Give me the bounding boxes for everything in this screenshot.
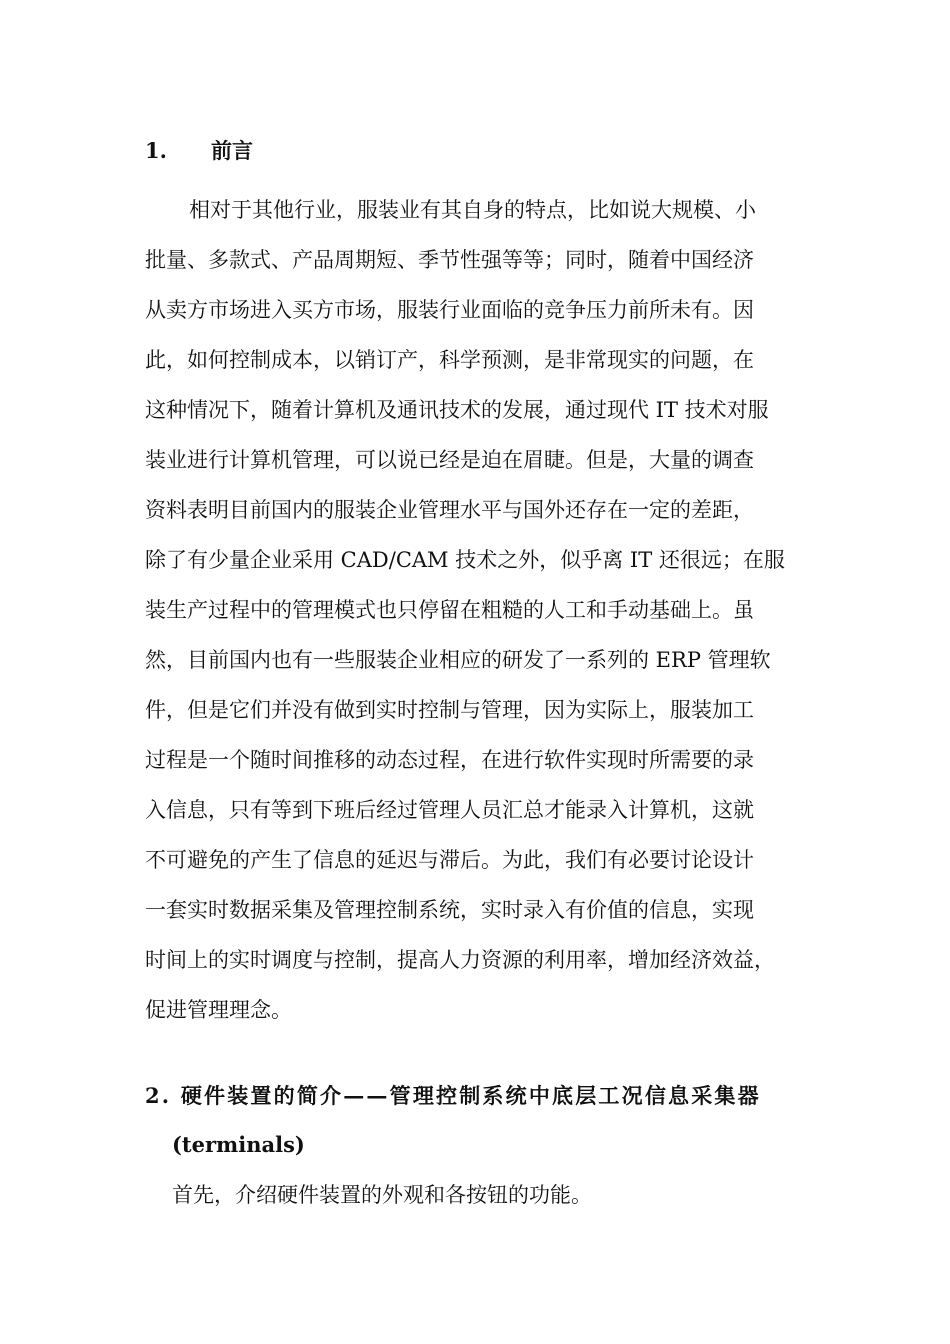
paragraph-line: 装业进行计算机管理，可以说已经是迫在眉睫。但是，大量的调查 xyxy=(145,448,754,472)
section-1-title: 前言 xyxy=(211,138,253,163)
paragraph-line: 入信息，只有等到下班后经过管理人员汇总才能录入计算机，这就 xyxy=(145,798,754,822)
section-1-paragraph xyxy=(145,185,815,1035)
paragraph-line: 此，如何控制成本，以销订产，科学预测，是非常现实的问题，在 xyxy=(145,348,754,372)
paragraph-line: 不可避免的产生了信息的延迟与滞后。为此，我们有必要讨论设计 xyxy=(145,848,754,872)
paragraph-line: 然，目前国内也有一些服装企业相应的研发了一系列的 ERP 管理软 xyxy=(145,648,771,672)
section-2-heading-continuation: (terminals) xyxy=(172,1132,305,1157)
paragraph-line: 批量、多款式、产品周期短、季节性强等等；同时，随着中国经济 xyxy=(145,248,754,272)
paragraph-line: 时间上的实时调度与控制，提高人力资源的利用率，增加经济效益， xyxy=(145,948,775,972)
section-2-intro: 首先，介绍硬件装置的外观和各按钮的功能。 xyxy=(172,1183,592,1207)
section-1-heading xyxy=(145,136,253,166)
paragraph-line: 件，但是它们并没有做到实时控制与管理，因为实际上，服装加工 xyxy=(145,698,754,722)
paragraph-line: 一套实时数据采集及管理控制系统，实时录入有价值的信息，实现 xyxy=(145,898,754,922)
section-1-number: 1. xyxy=(145,138,167,163)
paragraph-line: 装生产过程中的管理模式也只停留在粗糙的人工和手动基础上。虽 xyxy=(145,598,754,622)
paragraph-line: 除了有少量企业采用 CAD/CAM 技术之外，似乎离 IT 还很远；在服 xyxy=(145,548,785,572)
section-2-heading: 2. 硬件装置的简介——管理控制系统中底层工况信息采集器 xyxy=(145,1083,761,1108)
paragraph-line: 相对于其他行业，服装业有其自身的特点，比如说大规模、小 xyxy=(189,198,756,222)
paragraph-line: 从卖方市场进入买方市场，服装行业面临的竞争压力前所未有。因 xyxy=(145,298,754,322)
paragraph-line: 促进管理理念。 xyxy=(145,998,292,1022)
paragraph-line: 过程是一个随时间推移的动态过程，在进行软件实现时所需要的录 xyxy=(145,748,754,772)
paragraph-line: 这种情况下，随着计算机及通讯技术的发展，通过现代 IT 技术对服 xyxy=(145,398,769,422)
paragraph-line: 资料表明目前国内的服装企业管理水平与国外还存在一定的差距， xyxy=(145,498,754,522)
